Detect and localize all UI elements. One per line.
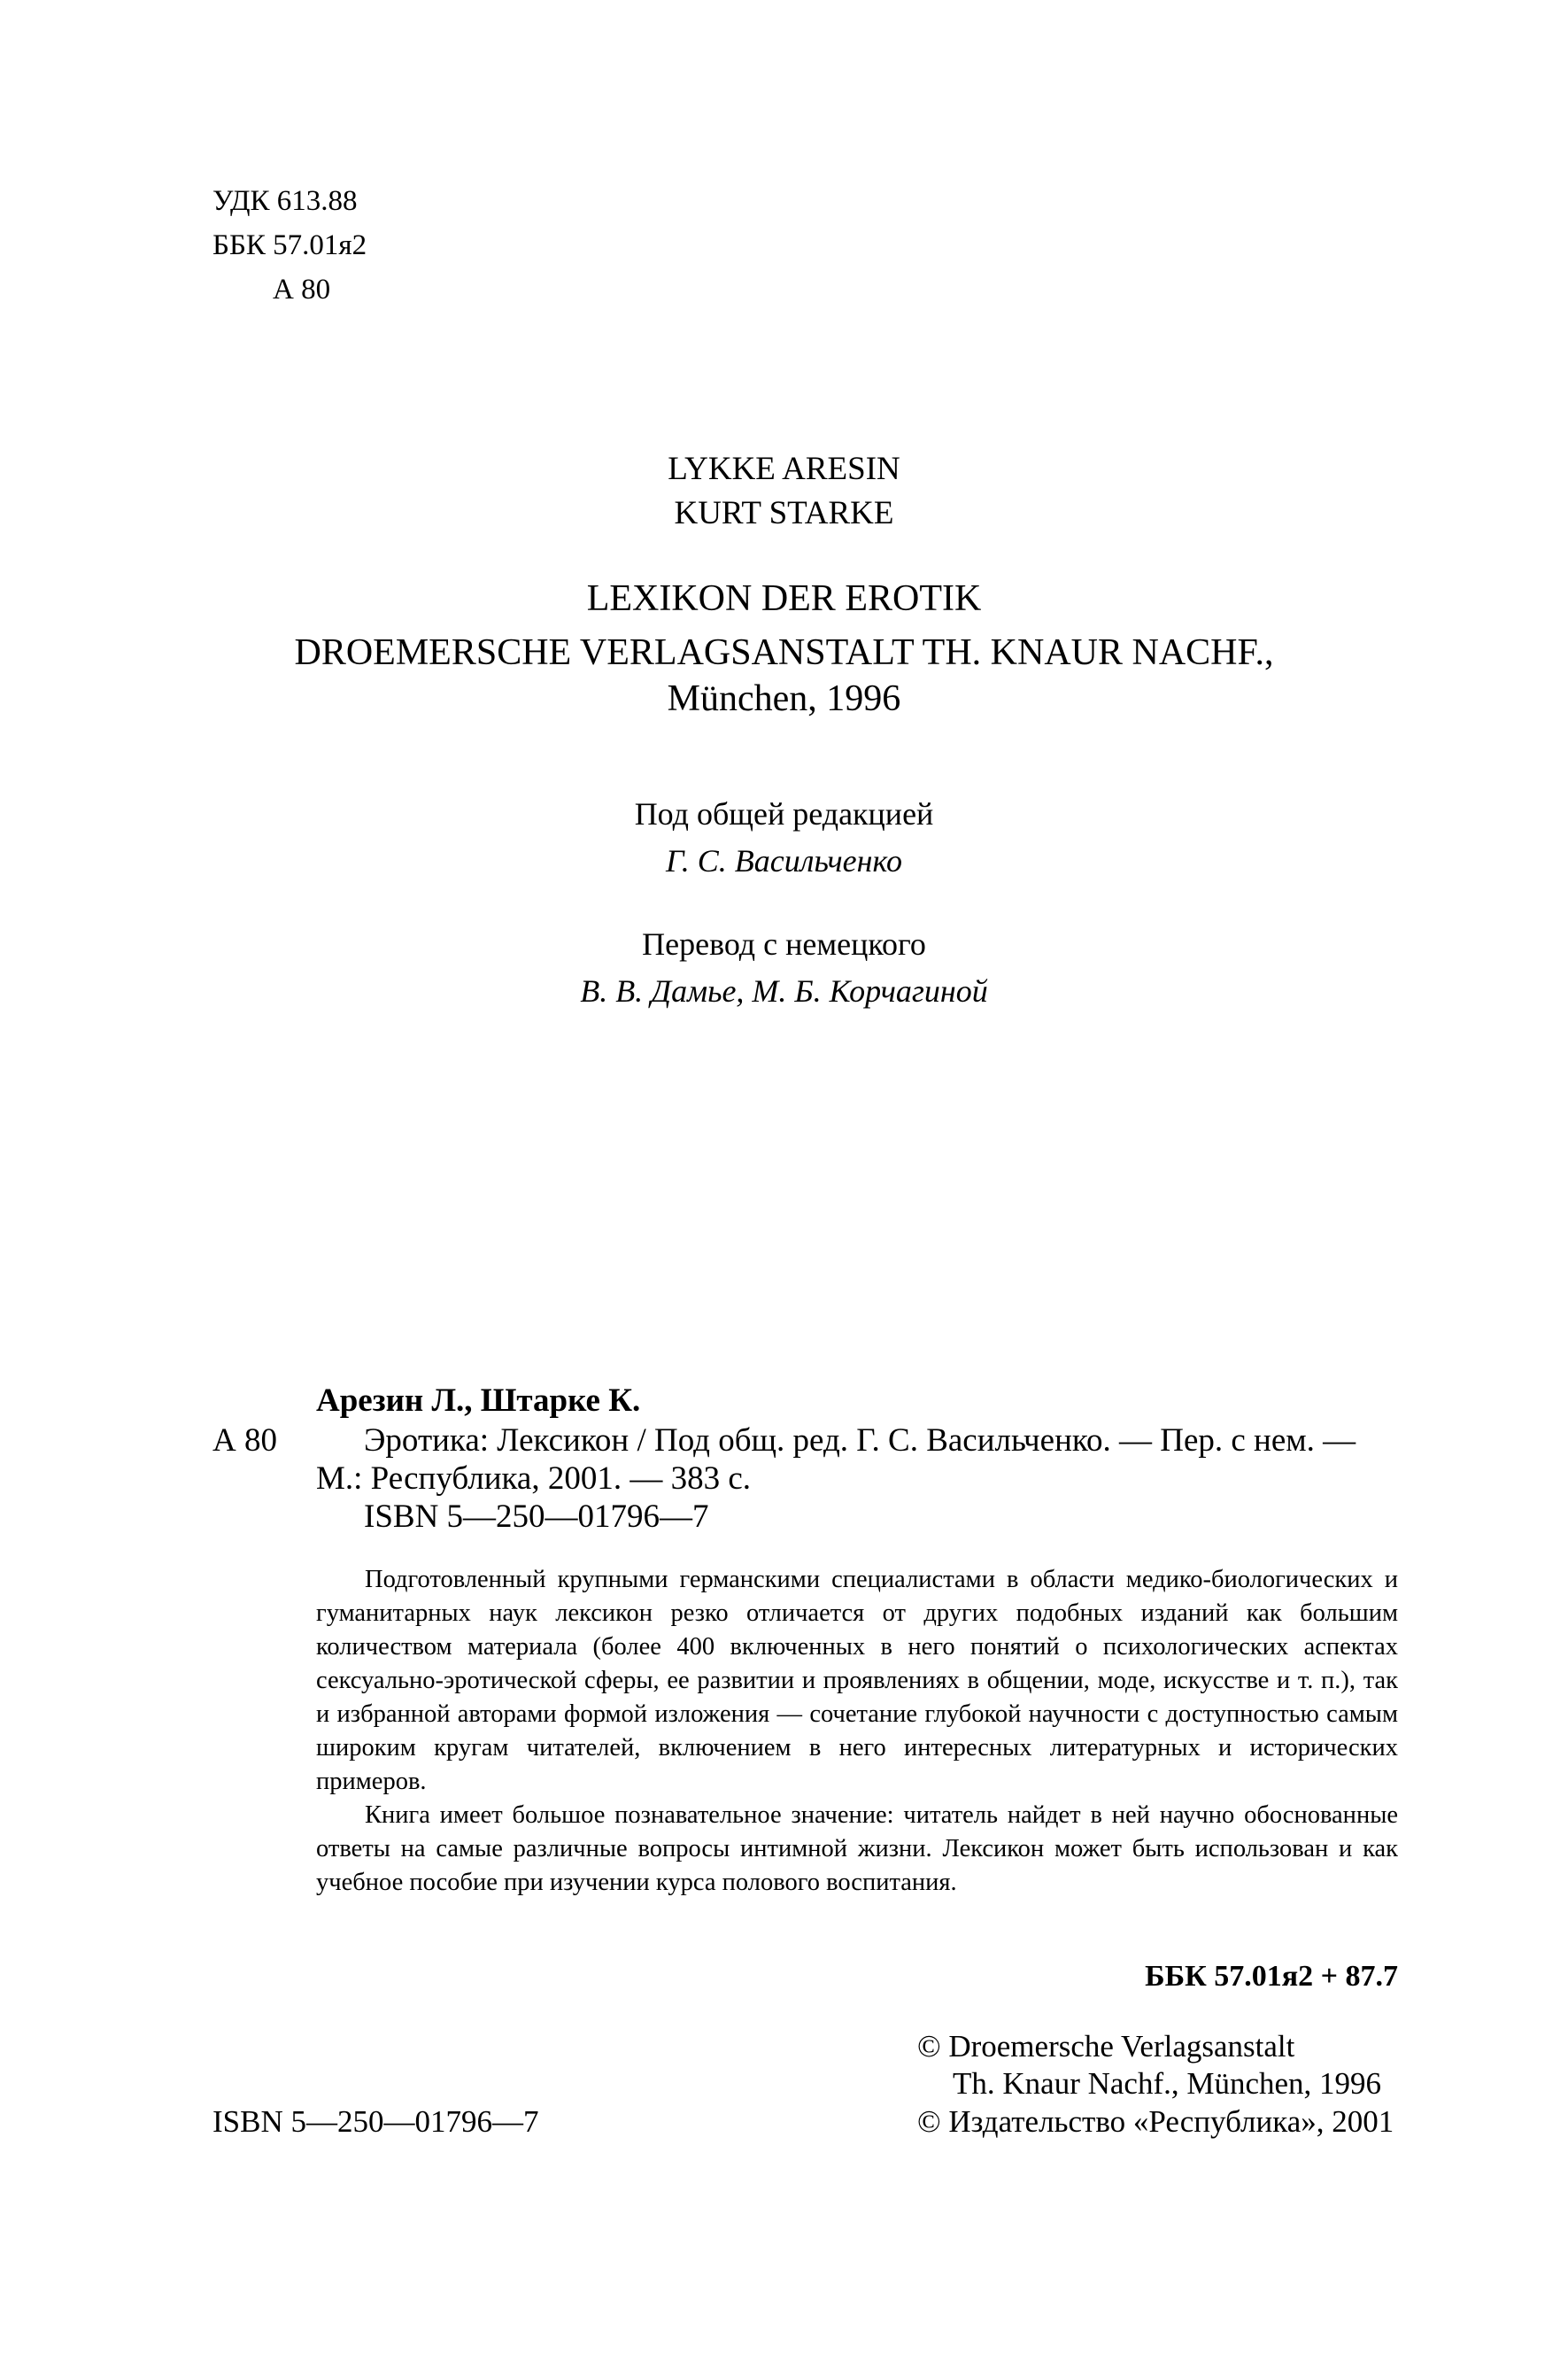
copyright-line-3: © Издательство «Республика», 2001: [917, 2104, 1394, 2139]
original-place-year: München, 1996: [667, 678, 901, 719]
bbk-full: ББК 57.01я2 + 87.7: [1145, 1960, 1398, 1993]
catalog-isbn: ISBN 5—250—01796—7: [364, 1498, 709, 1535]
catalog-line-1: Эротика: Лексикон / Под общ. ред. Г. С. Васильченко. — Пер. с нем. —: [364, 1422, 1356, 1459]
annotation-paragraph-1: Подготовленный крупными германскими специалистами в области медико-биологических и гуманитарных наук лексикон резко отличается от других подобных изданий как большим количеством материала (более 400 включенных в него понятий о психологических аспектах сексуально-эротической сферы, ее развитии и проявлениях в общении, моде, искусстве и т. п.), так и избранной авторами формой изложения — сочетание глубокой научности с доступностью самым широким кругам читателей, включением в него интересных литературных и исторических примеров.: [316, 1566, 1398, 1795]
editing-label: Под общей редакцией: [634, 796, 934, 832]
catalog-cutter: А 80: [212, 1422, 277, 1459]
translation-label: Перевод с немецкого: [642, 926, 926, 962]
annotation-paragraph-2: Книга имеет большое познавательное значение: читатель найдет в ней научно обоснованные ответы на самые различные вопросы интимной жизни. Лексикон может быть использован и как учебное пособие при изучении курса полового воспитания.: [316, 1801, 1398, 1896]
copyright-line-2: Th. Knaur Nachf., München, 1996: [953, 2066, 1382, 2101]
catalog-line-2: М.: Республика, 2001. — 383 с.: [316, 1460, 752, 1497]
original-publisher: DROEMERSCHE VERLAGSANSTALT TH. KNAUR NACHF.,: [294, 632, 1274, 673]
original-author-2: KURT STARKE: [674, 495, 894, 531]
original-title: LEXIKON DER EROTIK: [586, 578, 982, 619]
catalog-authors: Арезин Л., Штарке К.: [316, 1382, 641, 1419]
annotation: [316, 1563, 1398, 1900]
translators-names: В. В. Дамье, М. Б. Корчагиной: [580, 973, 988, 1009]
cutter-code: А 80: [273, 274, 331, 306]
original-author-1: LYKKE ARESIN: [668, 451, 900, 487]
copyright-line-1: © Droemersche Verlagsanstalt: [917, 2029, 1295, 2064]
editor-name: Г. С. Васильченко: [666, 843, 902, 879]
bbk-code: ББК 57.01я2: [212, 229, 367, 261]
udk-code: УДК 613.88: [212, 185, 358, 217]
footer-isbn: ISBN 5—250—01796—7: [212, 2104, 539, 2139]
